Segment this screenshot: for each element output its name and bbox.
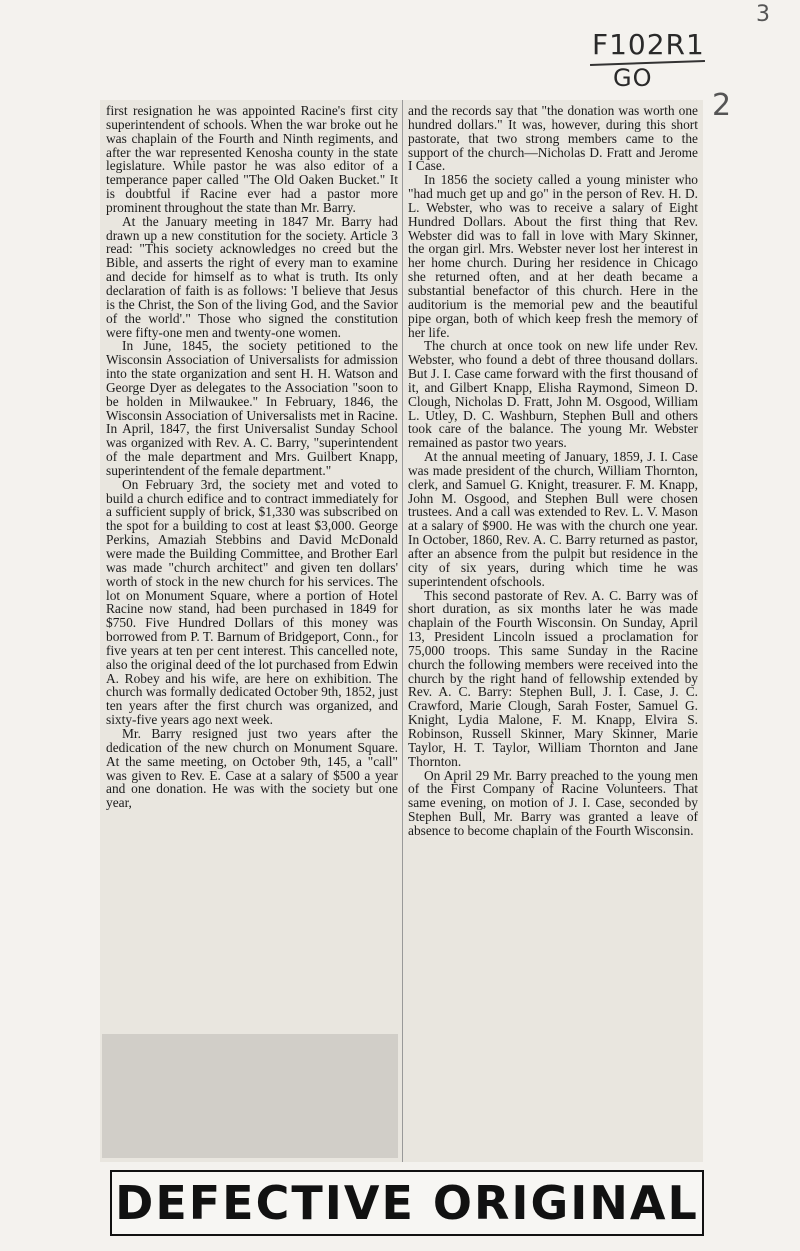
paragraph: On April 29 Mr. Barry preached to the young men of the First Company of Racine Volunteers. That same evening, on motion of J. I. Case, seconded by Stephen Bull, Mr. Barry was granted a leave of absence to become chaplain of the Fourth Wisconsin. <box>408 767 698 838</box>
paragraph: In 1856 the society called a young minister who "had much get up and go" in the person of Rev. H. D. L. Webster, who was to receive a salary of Eight Hundred Dollars. About the first thing that Rev. Webster did was to fall in love with Mary Skinner, the organ girl. Mrs. Webster never lost her interest in her home church. During her residence in Chicago she returned often, and at her death became a substantial benefactor of this church. Here in the auditorium is the memorial pew and the beautiful pipe organ, both of which keep fresh the memory of her life. <box>408 172 698 340</box>
paragraph: Mr. Barry resigned just two years after the dedication of the new church on Monument Square. At the same meeting, on October 9th, 145, a "call" was given to Rev. E. Case at a salary of $500 a year and one donation. He was with the society but one year, <box>106 725 398 811</box>
right-column <box>408 104 698 1160</box>
paragraph: In June, 1845, the society petitioned to the Wisconsin Association of Universalists for admission into the state organization and sent H. H. Watson and George Dyer as delegates to the Association "soon to be holden in Milwaukee." In February, 1846, the Wisconsin Association of Universalists met in Racine. In April, 1847, the first Universalist Sunday School was organized with Rev. A. C. Barry, "superintendent of the male department and Mrs. Guilbert Knapp, superintendent of the female department." <box>106 338 398 478</box>
column-divider <box>402 100 403 1162</box>
left-column <box>106 104 398 1160</box>
paragraph: At the annual meeting of January, 1859, J. I. Case was made president of the church, William Thornton, clerk, and Samuel G. Knight, treasurer. F. M. Knapp, John M. Osgood, and Stephen Bull were chosen trustees. And a call was extended to Rev. L. V. Mason at a salary of $900. He was with the church one year. In October, 1860, Rev. A. C. Barry returned as pastor, after an absence from the pulpit but residence in the city of six years, during which time he was superintendent ofschools. <box>408 449 698 589</box>
defective-original-stamp: DEFECTIVE ORIGINAL <box>110 1170 704 1236</box>
paragraph: The church at once took on new life under Rev. Webster, who found a debt of three thousand dollars. But J. I. Case came forward with the first thousand of it, and Gilbert Knapp, Elisha Raymond, Simeon D. Clough, Nicholas D. Fratt, John M. Osgood, William L. Utley, D. C. Washburn, Stephen Bull and others took care of the balance. The young Mr. Webster remained as pastor two years. <box>408 338 698 451</box>
paragraph: On February 3rd, the society met and voted to build a church edifice and to contract immediately for a sufficient supply of brick, $1,330 was subscribed on the spot for a building to cost at least $3,000. George Perkins, Amaziah Stebbins and David McDonald were made the Building Committee, and Brother Earl was made "church architect" and given ten dollars' worth of stock in the new church for his services. The lot on Monument Square, where a portion of Hotel Racine now stand, had been purchased in 1849 for $750. Five Hundred Dollars of this money was borrowed from P. T. Barnum of Bridgeport, Conn., for five years at ten per cent interest. This cancelled note, also the original deed of the lot purchased from Edwin A. Robey and his wife, are here on exhibition. The church was formally dedicated October 9th, 1852, just ten years after the first church was organized, and sixty-five years ago next week. <box>106 476 398 728</box>
catalog-sub-handwritten: GO <box>613 64 653 92</box>
page-number-handwritten: 2 <box>712 88 733 123</box>
paragraph: first resignation he was appointed Racine's first city superintendent of schools. When the war broke out he was chaplain of the Fourth and Ninth regiments, and after the war represented Kenosha county in the state legislature. While pastor he was also editor of a temperance paper called "The Old Oaken Bucket." It is doubtful if Racine ever had a pastor more prominent throughout the state than Mr. Barry. <box>106 104 398 215</box>
paragraph: At the January meeting in 1847 Mr. Barry had drawn up a new constitution for the society. Article 3 read: "This society acknowledges no creed but the Bible, and asserts the right of every man to examine and decide for himself as to what is truth. Its only declaration of faith is as follows: 'I believe that Jesus is the Christ, the Son of the living God, and the Savior of the world'." Those who signed the constitution were fifty-one men and twenty-one women. <box>106 213 398 340</box>
paragraph: and the records say that "the donation was worth one hundred dollars." It was, however, during this short pastorate, that two strong members came to the support of the church—Nicholas D. Fratt and Jerome I Case. <box>408 104 698 174</box>
page-mark-handwritten: 3 <box>756 2 771 27</box>
catalog-id-handwritten: F102R1 <box>592 28 705 61</box>
paragraph: This second pastorate of Rev. A. C. Barry was of short duration, as six months later he was made chaplain of the Fourth Wisconsin. On Sunday, April 13, President Lincoln issued a proclamation for 75,000 troops. This same Sunday in the Racine church the following members were received into the church by the right hand of fellowship extended by Rev. A. C. Barry: Stephen Bull, J. I. Case, J. C. Crawford, Marie Clough, Sarah Foster, Samuel G. Knight, Lydia Malone, F. M. Knapp, Elvira S. Robinson, Russell Skinner, Mary Skinner, Marie Taylor, H. T. Taylor, William Thornton and Jane Thornton. <box>408 587 698 769</box>
